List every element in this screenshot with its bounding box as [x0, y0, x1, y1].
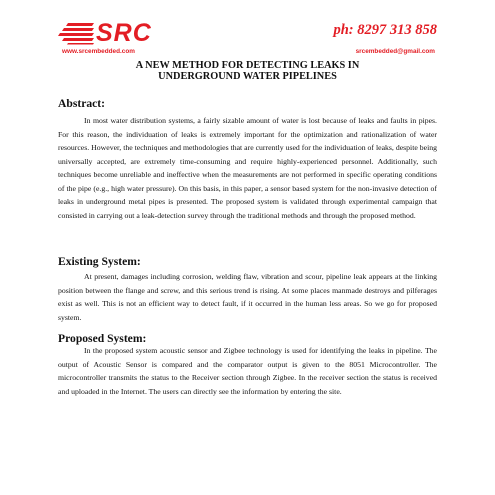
existing-system-body: At present, damages including corrosion, welding flaw, vibration and scour, pipeline leak appears at the linking position between the flange and screw, and this serious trend is rising. At some places manmade destroys and pilferages exist as well. This is not an efficient way to detect fault, if it occurred in the human less areas. So we go for proposed system. — [58, 272, 437, 322]
title-line-2: UNDERGROUND WATER PIPELINES — [158, 71, 337, 82]
proposed-system-body: In the proposed system acoustic sensor and Zigbee technology is used for identifying the leaks in pipeline. The output of Acoustic Sensor is compared and the comparator output is given to the 8051 Microcontroller. The microcontroller transmits the status to the Receiver section through Zigbee. In the receiver section the status is received and uploaded in the Internet. The users can directly see the information by entering the site. — [58, 346, 437, 396]
abstract-heading: Abstract: — [58, 97, 106, 110]
logo-text: SRC — [96, 19, 152, 47]
title-line-1: A NEW METHOD FOR DETECTING LEAKS IN — [135, 60, 360, 71]
abstract-body: In most water distribution systems, a fairly sizable amount of water is lost because of leaks and faults in pipes. For this reason, the individuation of leaks is extremely important for the optimization and rationalization of water resources. However, the techniques and methodologies that are currently used for the individuation of leaks, despite being universally accepted, are extremely time-consuming and require highly-experienced personnel. Additionally, such techniques become unreliable and ineffective when the measurements are not performed in specific operating conditions of the pipe (e.g., high water pressure). On this basis, in this paper, a sensor based system for the non-invasive detection of leaks in underground metal pipes is presented. The proposed system is validated through experimental campaign that consisted in carrying out a leak-detection survey through the traditional methods and through the proposed method. — [58, 116, 437, 220]
document-title — [40, 60, 455, 82]
existing-system-heading: Existing System: — [58, 255, 141, 268]
src-logo — [58, 20, 158, 46]
proposed-system-heading: Proposed System: — [58, 332, 147, 345]
phone-number: ph: 8297 313 858 — [333, 22, 437, 38]
email-address: srcembedded@gmail.com — [355, 48, 435, 55]
logo-stripes-icon — [58, 21, 96, 45]
website-url: www.srcembedded.com — [62, 48, 135, 55]
